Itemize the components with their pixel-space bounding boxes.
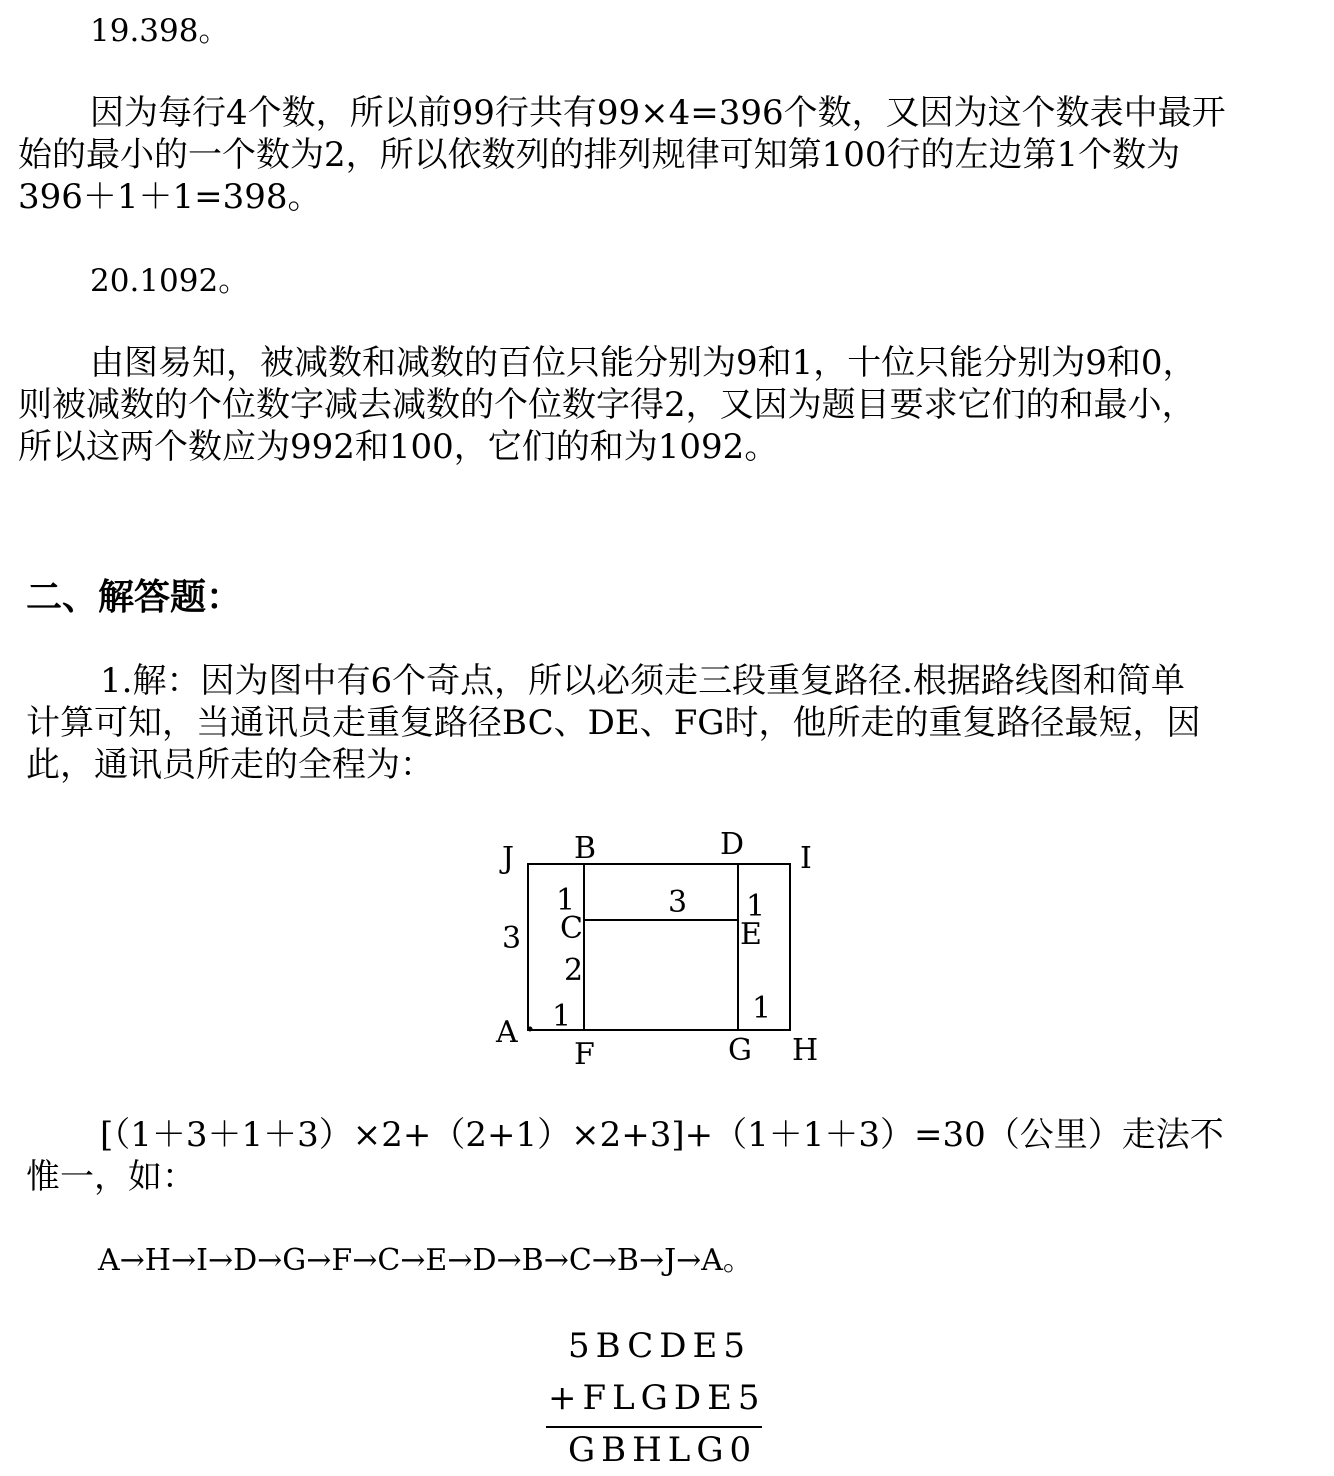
addition-row-1: 5BCDE5: [568, 1326, 751, 1366]
addition-row-3: GBHLG0: [568, 1430, 758, 1470]
calculation-line-2: 惟一，如：: [26, 1157, 196, 1197]
answer-19-line-1: 因为每行4个数，所以前99行共有99×4=396个数，又因为这个数表中最开: [90, 93, 1226, 133]
question-1-line-2: 计算可知，当通讯员走重复路径BC、DE、FG时，他所走的重复路径最短，因: [26, 703, 1201, 743]
length-cf-upper: 2: [564, 953, 584, 988]
answer-20-line-3: 所以这两个数应为992和100，它们的和为1092。: [18, 427, 779, 467]
addition-rule: [546, 1426, 762, 1428]
label-c: C: [560, 911, 583, 946]
question-1-line-3: 此，通讯员所走的全程为：: [26, 745, 434, 785]
label-f: F: [574, 1037, 595, 1072]
label-e: E: [740, 917, 762, 952]
route-diagram: [490, 820, 830, 1080]
calculation-line-1: [（1＋3＋1＋3）×2+（2+1）×2+3]+（1＋1＋3）=30（公里）走法不: [100, 1115, 1224, 1155]
label-d: D: [720, 827, 745, 862]
answer-19-heading: 19.398。: [90, 13, 230, 49]
point-a-dot: [528, 1027, 533, 1032]
length-eg: 1: [752, 991, 772, 1026]
label-i: I: [800, 841, 812, 876]
label-g: G: [728, 1033, 752, 1068]
label-h: H: [792, 1033, 819, 1068]
label-a: A: [496, 1015, 518, 1050]
section-heading: 二、解答题：: [26, 576, 243, 618]
answer-20-line-2: 则被减数的个位数字减去减数的个位数字得2，又因为题目要求它们的和最小，: [18, 385, 1196, 425]
question-1-line-1: 1.解：因为图中有6个奇点，所以必须走三段重复路径.根据路线图和简单: [100, 661, 1185, 701]
answer-20-heading: 20.1092。: [90, 263, 250, 299]
answer-20-line-1: 由图易知，被减数和减数的百位只能分别为9和1，十位只能分别为9和0，: [90, 343, 1197, 383]
length-ce: 3: [668, 885, 688, 920]
label-b: B: [574, 831, 597, 866]
length-bc: 1: [556, 883, 576, 918]
length-cf-lower: 1: [552, 999, 572, 1034]
length-ja: 3: [502, 921, 522, 956]
answer-19-line-3: 396＋1＋1=398。: [18, 177, 322, 217]
route-sequence: A→H→I→D→G→F→C→E→D→B→C→B→J→A。: [98, 1243, 753, 1278]
answer-19-line-2: 始的最小的一个数为2，所以依数列的排列规律可知第100行的左边第1个数为: [18, 135, 1181, 175]
length-de: 1: [746, 889, 766, 924]
addition-row-2: +FLGDE5: [548, 1378, 766, 1418]
label-j: J: [502, 841, 515, 876]
